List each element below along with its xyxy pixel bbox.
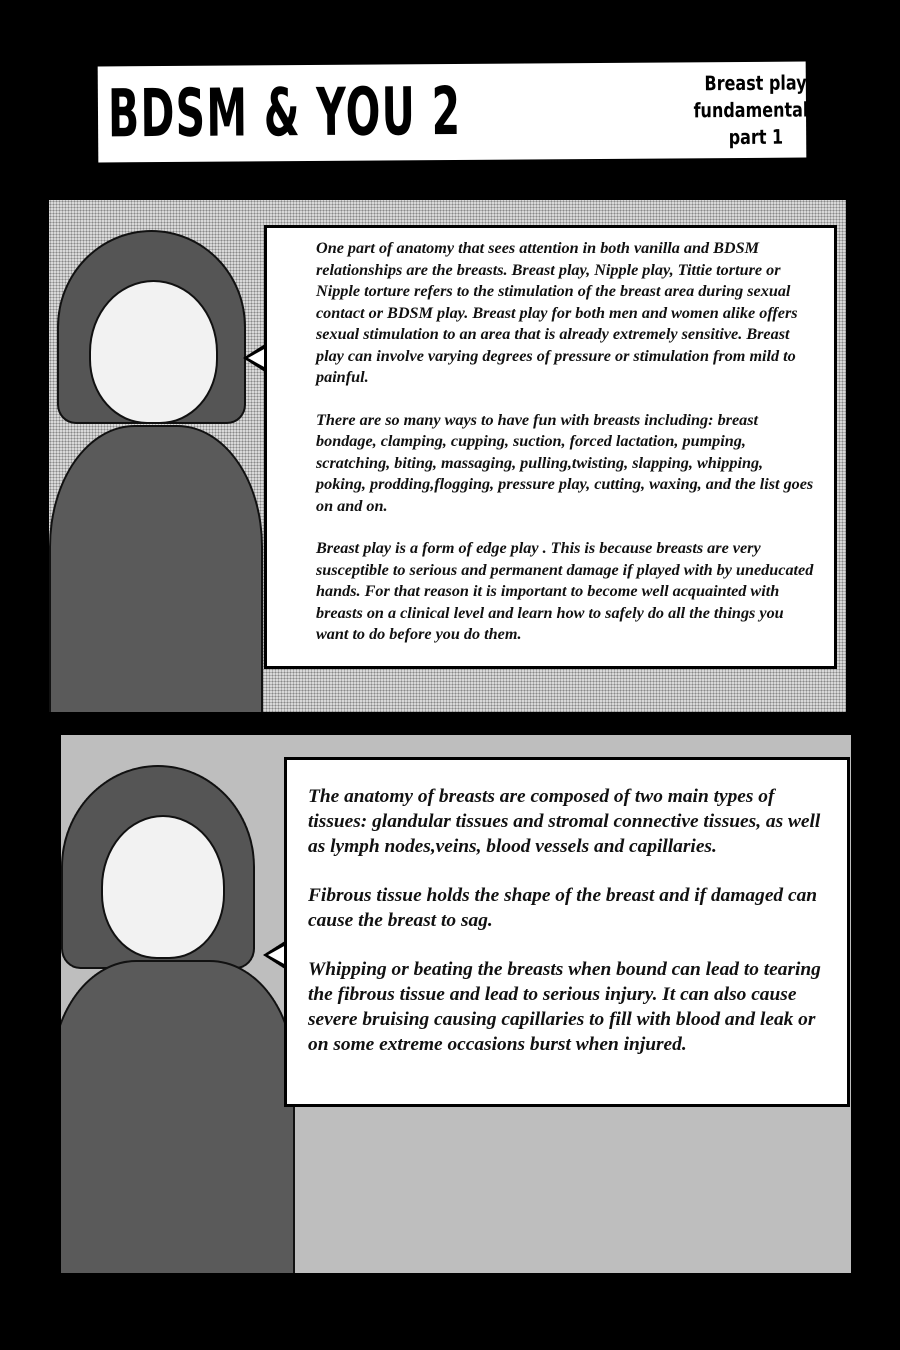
speech-bubble [264, 225, 837, 669]
character-body [49, 425, 263, 712]
character-body [61, 960, 295, 1273]
speech-bubble-tail [263, 941, 285, 969]
comic-panel-1 [49, 200, 846, 712]
bubble-paragraph: The anatomy of breasts are composed of two main types of tissues: glandular tissues and stromal connective tissues, as well as lymph nodes,veins, blood vessels and capillaries. [308, 786, 821, 857]
subtitle-line: fundamentals [693, 96, 818, 122]
title-banner [98, 62, 818, 163]
bubble-paragraph: Whipping or beating the breasts when bound can lead to tearing the fibrous tissue and lead to serious injury. It can also cause severe bruising causing capillaries to fill with blood and leak or on some extreme occasions burst when injured. [308, 959, 821, 1055]
character-face [101, 815, 225, 959]
comic-panel-2 [61, 735, 851, 1273]
bubble-paragraph: Breast play is a form of edge play . This is because breasts are very susceptible to serious and permanent damage if played with by uneducated hands. For that reason it is important to become well acquainted with breasts on a clinical level and learn how to safely do all the things you want to do before you do them. [316, 539, 814, 643]
bubble-paragraph: There are so many ways to have fun with breasts including: breast bondage, clamping, cupping, suction, forced lactation, pumping, scratching, biting, massaging, pulling,twisting, slapping, whipping, poking, prodding,flogging, pressure play, cutting, waxing, and the list goes on and on. [316, 410, 814, 515]
speech-bubble [284, 757, 850, 1107]
page-title: BDSM & YOU 2 [107, 72, 462, 153]
bubble-paragraph: One part of anatomy that sees attention in both vanilla and BDSM relationships are the breasts. Breast play, Nipple play, Tittie torture or Nipple torture refers to the stimulation of the breast area during sexual contact or BDSM play. Breast play for both men and women alike offers sexual stimulation to an area that is already extremely sensitive. Breast play can involve varying degrees of pressure or stimulation from mild to painful. [316, 239, 798, 386]
speech-bubble-tail [243, 344, 265, 372]
bubble-paragraph: Fibrous tissue holds the shape of the breast and if damaged can cause the breast to sag. [308, 885, 818, 931]
subtitle-line: Breast play [704, 70, 807, 95]
subtitle-line: part 1 [728, 124, 784, 149]
page-subtitle [693, 69, 818, 151]
character-face [89, 280, 218, 424]
